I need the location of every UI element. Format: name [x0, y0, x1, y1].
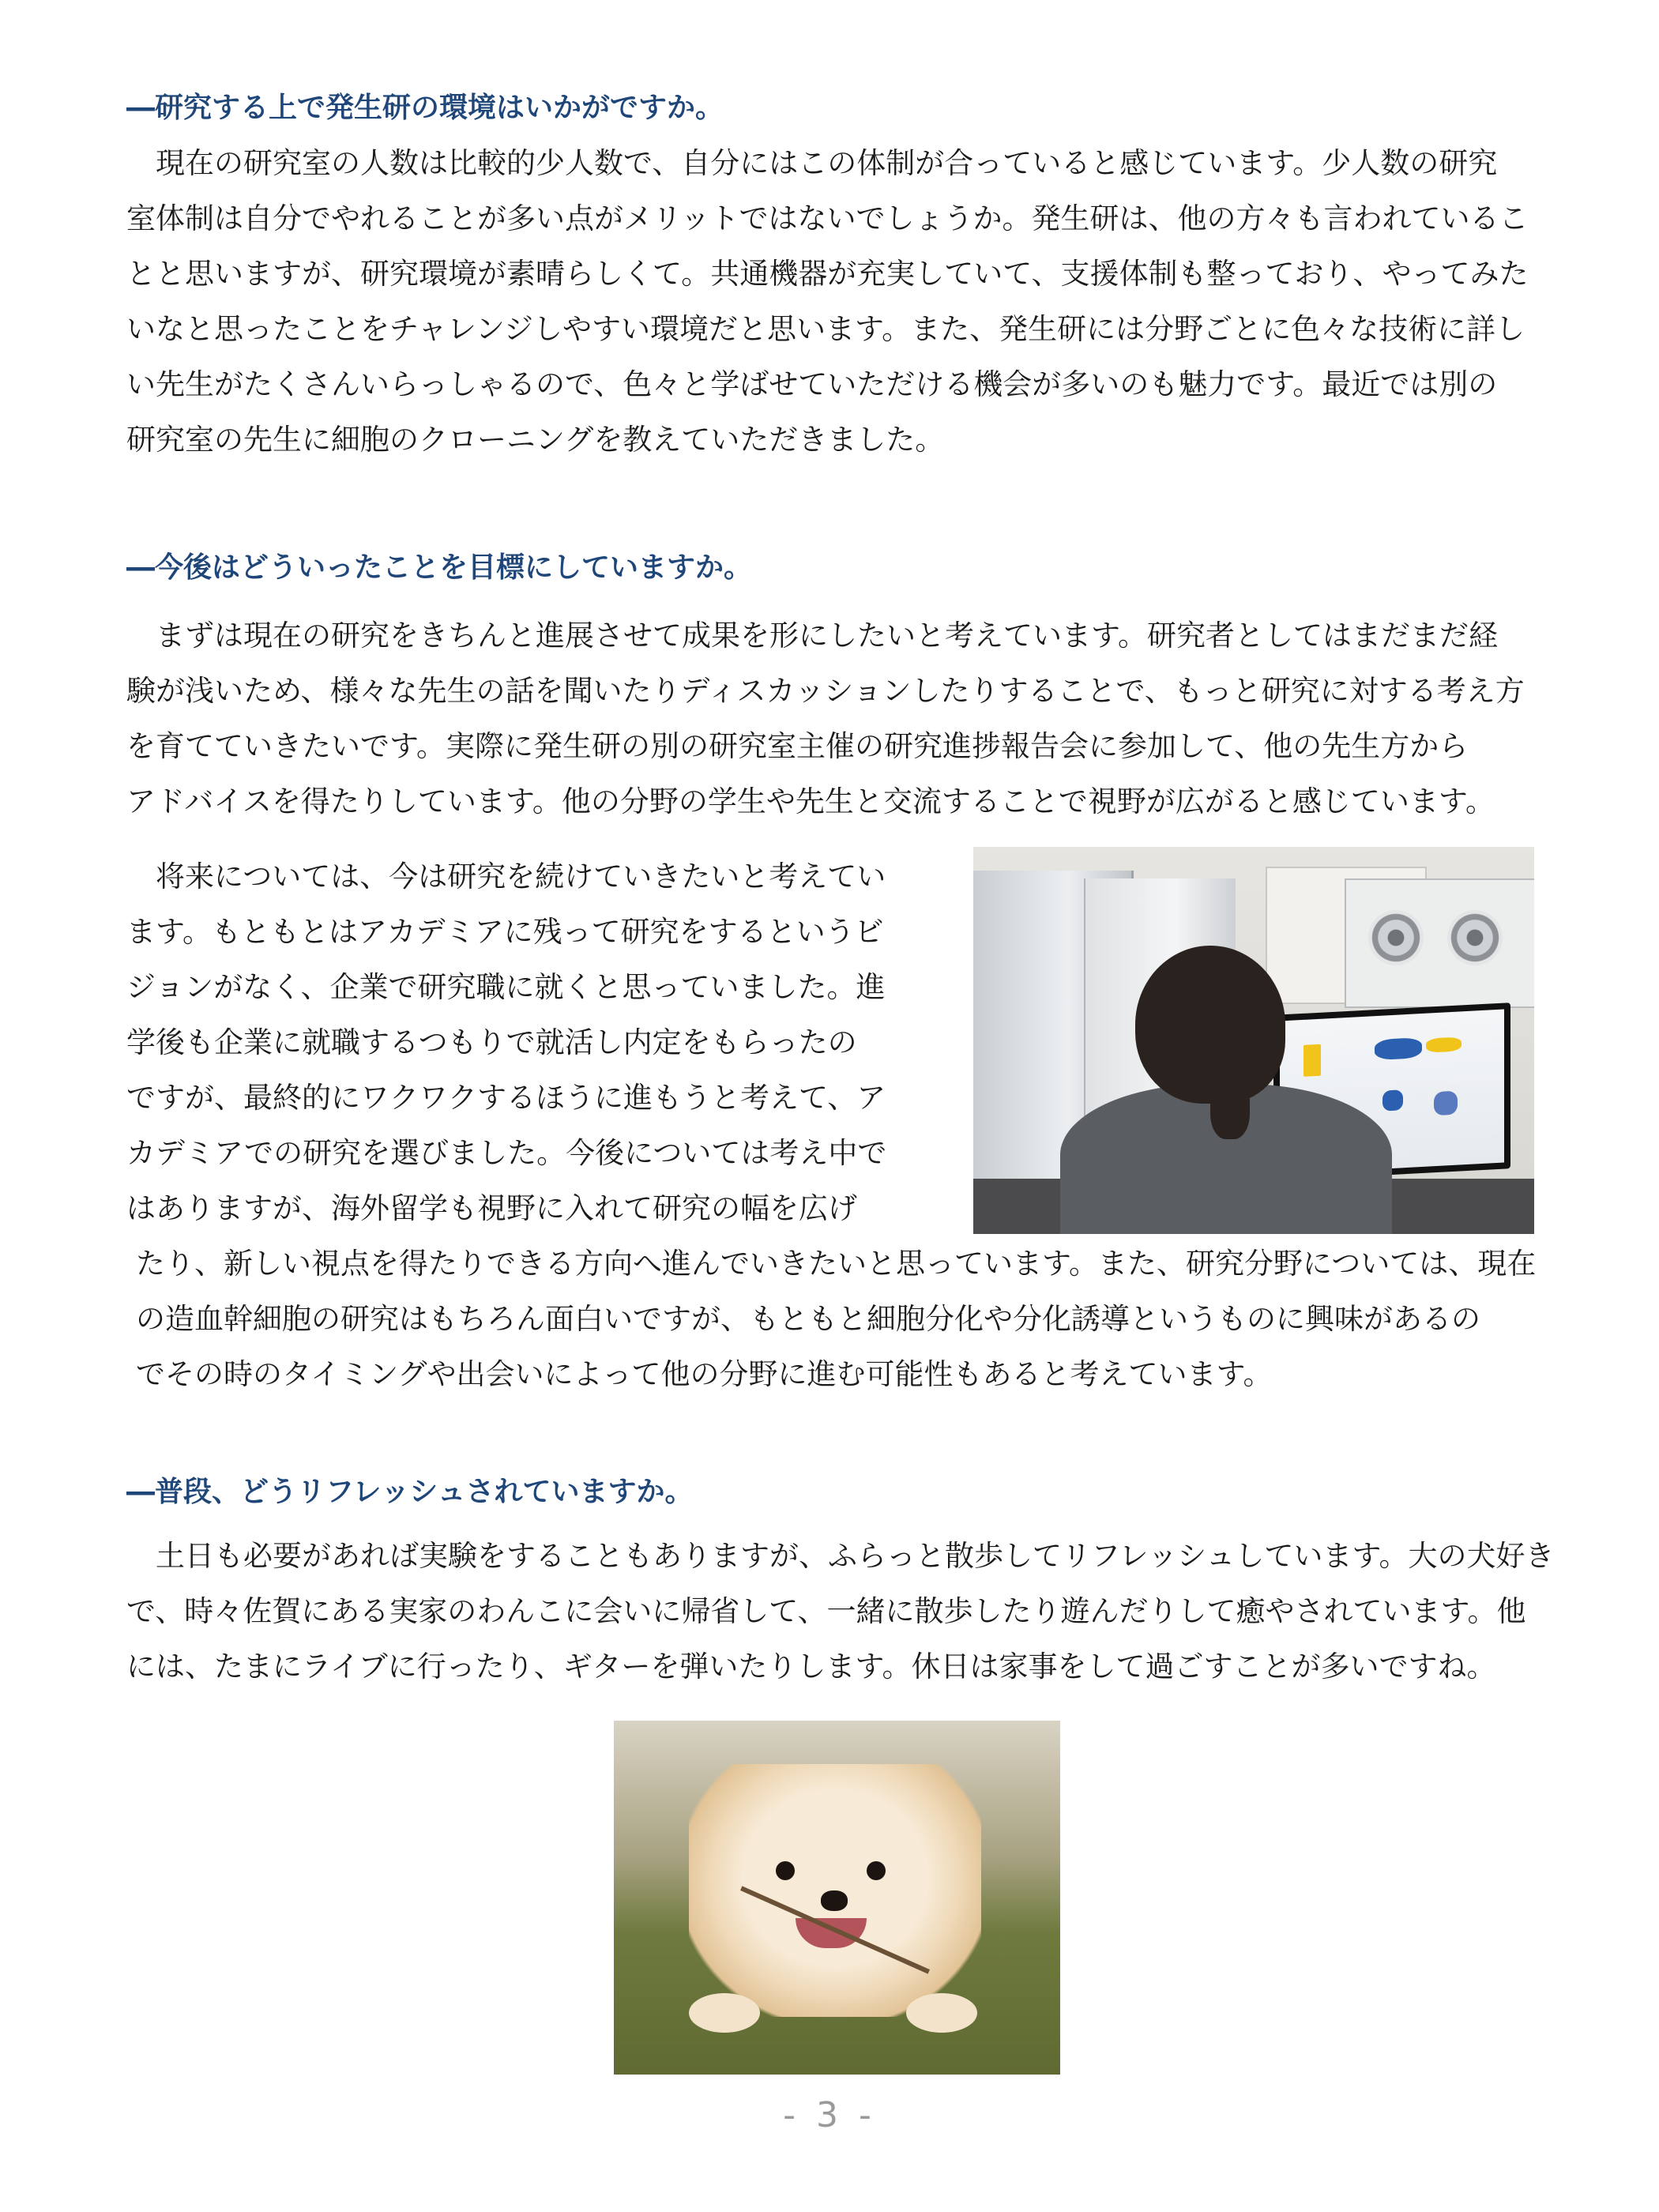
- text-line: 室体制は自分でやれることが多い点がメリットではないでしょうか。発生研は、他の方々も言われているこ: [126, 201, 1529, 235]
- text-line: い先生がたくさんいらっしゃるので、色々と学ばせていただける機会が多いのも魅力です。最近では別の: [126, 367, 1498, 401]
- dog-photo: [614, 1721, 1060, 2075]
- text-line: 研究室の先生に細胞のクローニングを教えていただきました。: [126, 423, 945, 457]
- text-line: を育てていきたいです。実際に発生研の別の研究室主催の研究進捗報告会に参加して、他の先生方から: [126, 729, 1469, 763]
- paragraph-future-continued: [136, 1236, 1542, 1402]
- text-line: ジョンがなく、企業で研究職に就くと思っていました。進: [126, 970, 886, 1004]
- text-line: ですが、最終的にワクワクするほうに進もうと考えて、ア: [126, 1081, 886, 1115]
- lab-photo: [973, 847, 1534, 1234]
- text-line: たり、新しい視点を得たりできる方向へ進んでいきたいと思っています。また、研究分野については、現在: [136, 1247, 1537, 1281]
- text-line: 現在の研究室の人数は比較的少人数で、自分にはこの体制が合っていると感じています。少人数の研究: [126, 146, 1498, 180]
- section-heading-environment: ―研究する上で発生研の環境はいかがですか。: [126, 92, 724, 124]
- text-line: アドバイスを得たりしています。他の分野の学生や先生と交流することで視野が広がると感じています。: [126, 784, 1495, 818]
- text-line: はありますが、海外留学も視野に入れて研究の幅を広げ: [126, 1191, 857, 1225]
- text-line: には、たまにライブに行ったり、ギターを弾いたりします。休日は家事をして過ごすことが多いですね。: [126, 1650, 1496, 1683]
- text-line: 学後も企業に就職するつもりで就活し内定をもらったの: [126, 1025, 857, 1059]
- section-heading-goals: ―今後はどういったことを目標にしていますか。: [126, 551, 753, 584]
- paragraph-future-wrapped: [126, 849, 901, 1236]
- text-line: でその時のタイミングや出会いによって他の分野に進む可能性もあると考えています。: [136, 1357, 1273, 1391]
- text-line: カデミアでの研究を選びました。今後については考え中で: [126, 1136, 887, 1170]
- text-line: で、時々佐賀にある実家のわんこに会いに帰省して、一緒に散歩したり遊んだりして癒やされています。他: [126, 1594, 1526, 1628]
- paragraph-goals: [126, 608, 1540, 830]
- paragraph-environment: [126, 136, 1540, 468]
- page-number: - 3 -: [783, 2095, 876, 2135]
- text-line: 将来については、今は研究を続けていきたいと考えてい: [126, 860, 886, 893]
- paragraph-refresh: [126, 1529, 1555, 1695]
- section-heading-refresh: ―普段、どうリフレッシュされていますか。: [126, 1476, 694, 1508]
- text-line: いなと思ったことをチャレンジしやすい環境だと思います。また、発生研には分野ごとに色々な技術に詳し: [126, 312, 1525, 346]
- text-line: 験が浅いため、様々な先生の話を聞いたりディスカッションしたりすることで、もっと研究に対する考え方: [126, 674, 1525, 708]
- text-line: まずは現在の研究をきちんと進展させて成果を形にしたいと考えています。研究者としてはまだまだ経: [126, 619, 1499, 653]
- text-line: ます。もともとはアカデミアに残って研究をするというビ: [126, 915, 884, 949]
- text-line: とと思いますが、研究環境が素晴らしくて。共通機器が充実していて、支援体制も整っており、やってみた: [126, 257, 1529, 291]
- text-line: の造血幹細胞の研究はもちろん面白いですが、もともと細胞分化や分化誘導というものに興味があるの: [136, 1302, 1480, 1336]
- text-line: 土日も必要があれば実験をすることもありますが、ふらっと散歩してリフレッシュしています。大の犬好き: [126, 1539, 1555, 1573]
